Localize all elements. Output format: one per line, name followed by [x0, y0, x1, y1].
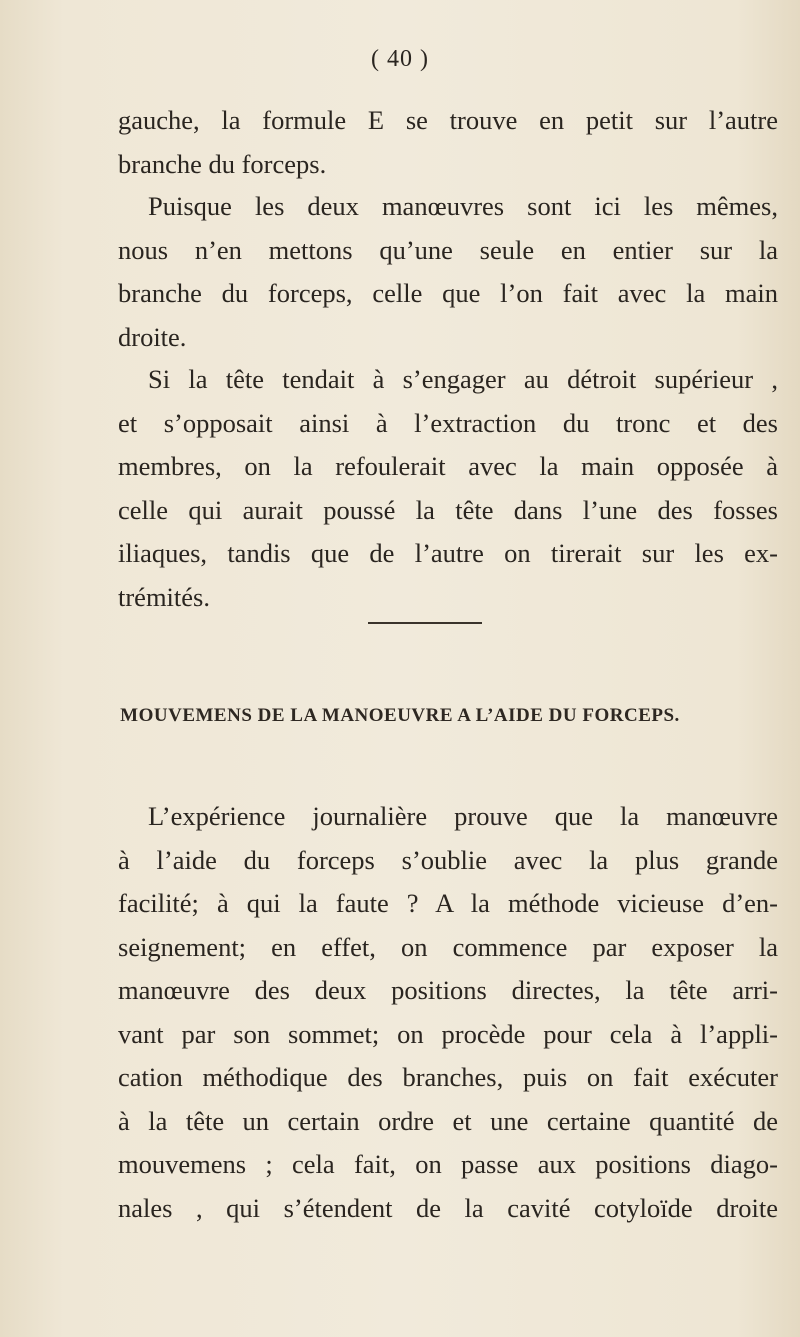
text-line: gauche, la formule E se trouve en petit sur l’autre	[118, 105, 778, 135]
text-line: Puisque les deux manœuvres sont ici les mêmes,	[148, 191, 778, 221]
paragraph-experience	[118, 795, 778, 1230]
text-line: L’expérience journalière prouve que la manœuvre	[148, 801, 778, 831]
text-line: droite.	[118, 321, 187, 352]
text-line: à la tête un certain ordre et une certaine quantité de	[118, 1105, 778, 1136]
text-line: branche du forceps.	[118, 148, 327, 179]
text-line: facilité; à qui la faute ? A la méthode vicieuse d’en-	[118, 888, 778, 918]
text-line: membres, on la refoulerait avec la main opposée à	[118, 451, 778, 481]
text-line: seignement; en effet, on commence par exposer la	[118, 931, 778, 962]
text-line: nales , qui s’étendent de la cavité cotyloïde droite	[118, 1192, 778, 1223]
text-line: trémités.	[118, 581, 210, 612]
paragraph-manoeuvres	[118, 185, 778, 359]
text-line: branche du forceps, celle que l’on fait avec la main	[118, 278, 778, 308]
text-line: cation méthodique des branches, puis on fait exécuter	[118, 1062, 778, 1092]
paragraph-tete	[118, 358, 778, 619]
text-line: manœuvre des deux positions directes, la tête arri-	[118, 975, 778, 1005]
text-line: à l’aide du forceps s’oublie avec la plus grande	[118, 844, 778, 875]
section-heading: MOUVEMENS DE LA MANOEUVRE A L’AIDE DU FORCEPS.	[120, 705, 680, 726]
section-divider	[368, 622, 482, 624]
text-line: et s’opposait ainsi à l’extraction du tronc et des	[118, 407, 778, 438]
text-line: celle qui aurait poussé la tête dans l’une des fosses	[118, 494, 778, 525]
text-line: Si la tête tendait à s’engager au détroit supérieur ,	[148, 364, 778, 394]
paragraph-continuation	[118, 99, 778, 186]
text-line: nous n’en mettons qu’une seule en entier sur la	[118, 234, 778, 265]
page-number: ( 40 )	[371, 46, 429, 72]
text-line: mouvemens ; cela fait, on passe aux positions diago-	[118, 1149, 778, 1179]
text-line: vant par son sommet; on procède pour cela à l’appli-	[118, 1018, 778, 1049]
text-line: iliaques, tandis que de l’autre on tirerait sur les ex-	[118, 538, 778, 568]
